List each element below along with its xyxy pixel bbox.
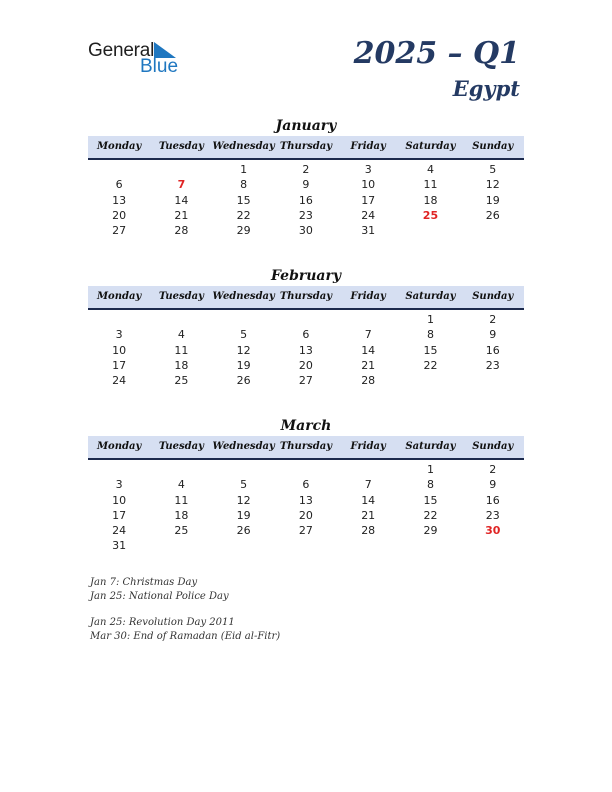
month-march <box>88 416 524 554</box>
day-cell: 1 <box>426 313 434 326</box>
weekday-label: Friday <box>350 441 386 452</box>
day-cell: 5 <box>489 163 497 176</box>
day-cell: 28 <box>361 374 376 388</box>
weekday-label: Tuesday <box>158 441 204 452</box>
day-cell: 9 <box>489 328 497 342</box>
day-cell: 10 <box>361 178 376 192</box>
day-cell: 13 <box>298 493 313 507</box>
day-cell <box>462 223 524 238</box>
weekday-label: Monday <box>96 441 142 452</box>
weekday-label: Wednesday <box>212 141 275 152</box>
day-cell: 24 <box>112 374 127 388</box>
weekday-label: Thursday <box>279 141 333 152</box>
day-cell: 19 <box>236 358 251 372</box>
weekday-header <box>88 136 524 160</box>
weekday-label: Thursday <box>279 441 333 452</box>
weekday-label: Tuesday <box>158 291 204 302</box>
logo-text-general: General <box>88 40 155 61</box>
week-row <box>88 193 524 208</box>
day-cell: 15 <box>423 343 438 357</box>
weekday-label: Monday <box>96 141 142 152</box>
day-cell: 29 <box>236 224 251 238</box>
day-cell: 10 <box>112 493 127 507</box>
day-cell: 1 <box>426 463 434 476</box>
week-row <box>88 508 524 523</box>
day-cell: 2 <box>489 463 497 476</box>
weekday-label: Tuesday <box>158 141 204 152</box>
quarter-title: 2025 – Q1 <box>353 36 520 71</box>
weekday-header <box>88 286 524 310</box>
day-cell: 21 <box>361 508 376 522</box>
day-cell <box>399 538 461 553</box>
day-cell <box>275 538 337 553</box>
day-cell <box>88 462 150 477</box>
day-cell: 2 <box>489 313 497 326</box>
weekday-label: Wednesday <box>212 441 275 452</box>
day-cell: 21 <box>361 358 376 372</box>
logo-text-blue: Blue <box>140 56 179 77</box>
day-cell: 8 <box>426 478 434 492</box>
day-cell: 3 <box>115 328 123 342</box>
day-cell <box>399 373 461 388</box>
day-cell: 22 <box>423 508 438 522</box>
holiday-note: Mar 30: End of Ramadan (Eid al-Fitr) <box>90 630 281 642</box>
day-cell: 1 <box>240 163 248 176</box>
day-cell: 20 <box>298 508 313 522</box>
day-cell: 19 <box>236 508 251 522</box>
day-cell: 4 <box>177 328 185 342</box>
day-cell: 12 <box>485 178 500 192</box>
week-row <box>88 208 524 223</box>
day-cell: 4 <box>177 478 185 492</box>
day-cell: 4 <box>426 163 434 176</box>
day-cell <box>88 162 150 177</box>
day-cell: 16 <box>485 493 500 507</box>
day-cell: 17 <box>361 193 376 207</box>
week-row <box>88 523 524 538</box>
day-cell: 9 <box>489 478 497 492</box>
day-cell: 3 <box>115 478 123 492</box>
week-row <box>88 462 524 477</box>
day-cell: 8 <box>240 178 248 192</box>
week-row <box>88 223 524 238</box>
day-cell: 28 <box>361 524 376 538</box>
month-february <box>88 266 524 388</box>
day-cell: 18 <box>423 193 438 207</box>
day-cell: 14 <box>174 193 189 207</box>
holiday-day-cell: 30 <box>485 524 501 538</box>
day-cell: 6 <box>302 328 310 342</box>
generalblue-logo <box>88 40 208 80</box>
weekday-label: Saturday <box>405 291 456 302</box>
day-cell: 29 <box>423 524 438 538</box>
week-row <box>88 177 524 192</box>
day-cell <box>462 538 524 553</box>
week-row <box>88 538 524 553</box>
week-row <box>88 162 524 177</box>
week-row <box>88 373 524 388</box>
day-cell: 17 <box>112 508 127 522</box>
day-cell: 26 <box>236 374 251 388</box>
day-cell: 18 <box>174 508 189 522</box>
day-cell: 15 <box>423 493 438 507</box>
day-cell: 31 <box>112 539 127 553</box>
day-cell: 24 <box>361 208 376 222</box>
day-cell: 5 <box>240 478 248 492</box>
day-cell: 20 <box>112 208 127 222</box>
day-cell: 24 <box>112 524 127 538</box>
weekday-label: Sunday <box>472 141 514 152</box>
day-cell: 2 <box>302 163 310 176</box>
day-cell: 23 <box>298 208 313 222</box>
day-cell: 8 <box>426 328 434 342</box>
month-name: January <box>275 118 337 134</box>
day-cell: 12 <box>236 493 251 507</box>
day-cell: 11 <box>174 343 189 357</box>
holiday-note: Jan 25: Revolution Day 2011 <box>90 617 235 628</box>
day-cell <box>275 312 337 327</box>
day-cell: 22 <box>423 358 438 372</box>
day-cell <box>213 538 275 553</box>
day-cell: 5 <box>240 328 248 342</box>
week-row <box>88 343 524 358</box>
day-cell: 23 <box>485 508 500 522</box>
week-row <box>88 312 524 327</box>
day-cell: 20 <box>298 358 313 372</box>
day-cell: 14 <box>361 343 376 357</box>
day-cell <box>150 162 212 177</box>
day-cell: 19 <box>485 193 500 207</box>
week-row <box>88 327 524 342</box>
week-row <box>88 493 524 508</box>
day-cell: 15 <box>236 193 251 207</box>
day-cell: 7 <box>364 478 372 492</box>
weekday-label: Sunday <box>472 441 514 452</box>
month-name: March <box>280 418 332 434</box>
day-cell: 10 <box>112 343 127 357</box>
day-cell <box>150 538 212 553</box>
weekday-label: Wednesday <box>212 291 275 302</box>
holiday-note: Jan 25: National Police Day <box>90 590 229 602</box>
day-cell: 16 <box>485 343 500 357</box>
day-cell: 31 <box>361 224 376 238</box>
day-cell: 17 <box>112 358 127 372</box>
day-cell <box>88 312 150 327</box>
day-cell: 9 <box>302 178 310 192</box>
day-cell: 14 <box>361 493 376 507</box>
holiday-notes <box>90 576 280 643</box>
day-cell: 27 <box>298 374 313 388</box>
day-cell: 18 <box>174 358 189 372</box>
day-cell: 25 <box>174 374 189 388</box>
day-cell: 6 <box>115 178 123 192</box>
day-cell <box>213 312 275 327</box>
week-row <box>88 477 524 492</box>
day-cell <box>275 462 337 477</box>
week-row <box>88 358 524 373</box>
weekday-label: Thursday <box>279 291 333 302</box>
day-cell: 12 <box>236 343 251 357</box>
day-cell: 13 <box>298 343 313 357</box>
day-cell: 30 <box>298 224 313 238</box>
weekday-label: Saturday <box>405 441 456 452</box>
day-cell: 6 <box>302 478 310 492</box>
day-cell: 13 <box>112 193 127 207</box>
day-cell: 7 <box>364 328 372 342</box>
weekday-label: Sunday <box>472 291 514 302</box>
holiday-day-cell: 25 <box>422 208 439 222</box>
holiday-day-cell: 7 <box>177 178 186 192</box>
day-cell: 3 <box>364 163 372 176</box>
day-cell <box>150 462 212 477</box>
weekday-label: Saturday <box>405 141 456 152</box>
holiday-note: Jan 7: Christmas Day <box>90 577 198 588</box>
day-cell: 21 <box>174 208 189 222</box>
weekday-label: Friday <box>350 291 386 302</box>
day-cell: 22 <box>236 208 251 222</box>
day-cell: 11 <box>174 493 189 507</box>
day-cell: 16 <box>298 193 313 207</box>
day-cell: 28 <box>174 224 189 238</box>
month-january <box>88 116 524 238</box>
day-cell: 26 <box>485 208 500 222</box>
day-cell <box>337 312 399 327</box>
day-cell <box>462 373 524 388</box>
day-cell <box>150 312 212 327</box>
weekday-header <box>88 436 524 460</box>
weekday-label: Friday <box>350 141 386 152</box>
day-cell: 25 <box>174 524 189 538</box>
day-cell <box>337 538 399 553</box>
day-cell: 23 <box>485 358 500 372</box>
day-cell: 11 <box>423 178 438 192</box>
day-cell: 27 <box>112 224 127 238</box>
country-title: Egypt <box>452 76 520 101</box>
day-cell <box>213 462 275 477</box>
day-cell: 27 <box>298 524 313 538</box>
weekday-label: Monday <box>96 291 142 302</box>
day-cell: 26 <box>236 524 251 538</box>
month-name: February <box>270 268 341 284</box>
day-cell <box>337 462 399 477</box>
day-cell <box>399 223 461 238</box>
